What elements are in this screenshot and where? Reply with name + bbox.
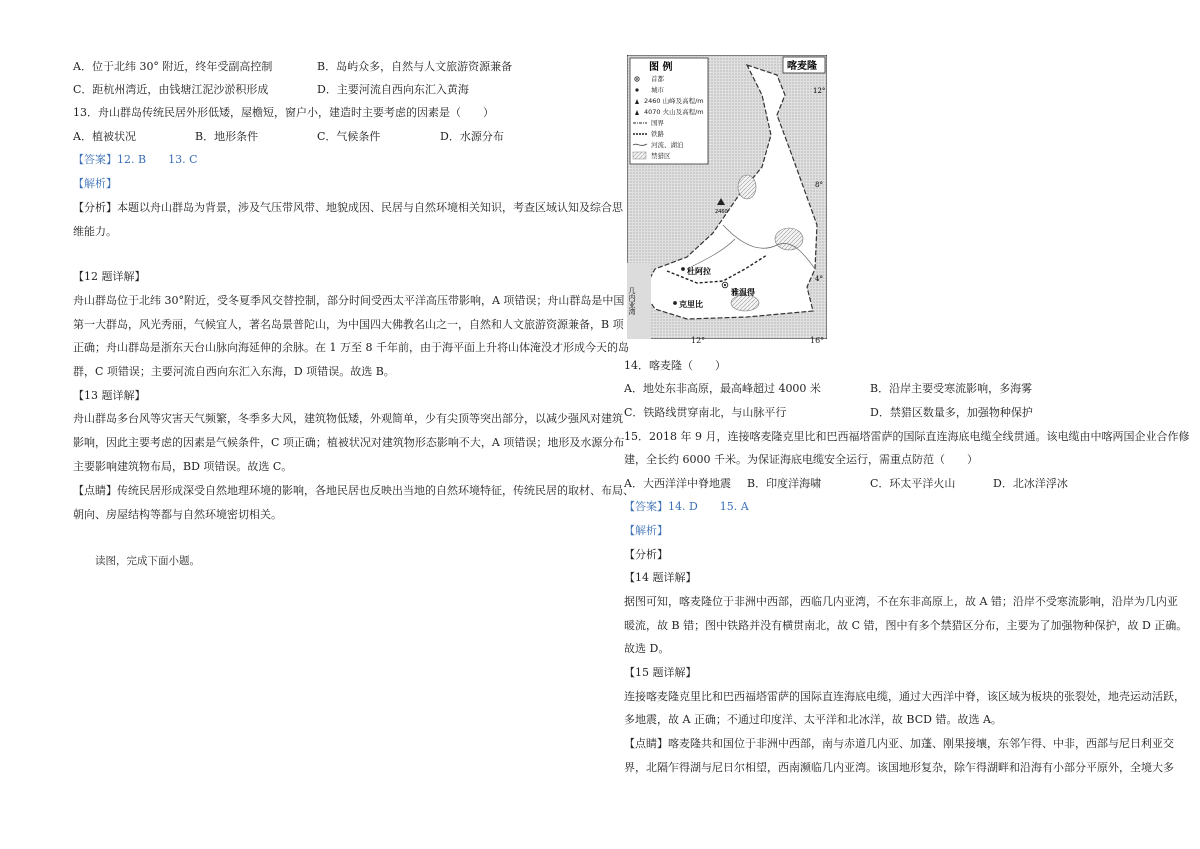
q12-detail-heading: 【12 题详解】: [73, 270, 146, 283]
cameroon-map: [627, 55, 827, 339]
q15-detail-heading: 【15 题详解】: [624, 666, 697, 679]
lon-label-16: 16°: [810, 336, 825, 345]
q15-detail-line1: 连接喀麦隆克里比和巴西福塔雷萨的国际直连海底电缆，通过大西洋中脊，该区域为板块的张裂处，地壳运动活跃，: [624, 690, 1185, 703]
q13-option-c: C．气候条件: [317, 130, 381, 143]
q14-option-c: C．铁路线贯穿南北，与山脉平行: [624, 406, 787, 419]
q14-detail-line2: 暖流，故 B 错；图中铁路并没有横贯南北，故 C 错，图中有多个禁猎区分布，主要为了加强物种保护，故 D 正确。: [624, 619, 1188, 632]
key-point-right-line1: 【点睛】喀麦隆共和国位于非洲中西部，南与赤道几内亚、加蓬、刚果接壤，东邻乍得、中非，西部与尼日利亚交: [624, 737, 1174, 750]
reserve-area: [731, 295, 759, 311]
legend-item-railway: 铁路: [651, 130, 664, 138]
q12-detail-line1: 舟山群岛位于北纬 30°附近，受冬夏季风交替控制，部分时间受西太平洋高压带影响，A 项错误；舟山群岛是中国: [73, 294, 625, 307]
city-icon: [635, 88, 638, 91]
q14-detail-line1: 据图可知，喀麦隆位于非洲中西部，西临几内亚湾，不在东非高原上，故 A 错；沿岸不受寒流影响，沿岸为几内亚: [624, 595, 1178, 608]
legend-title: 图 例: [649, 62, 673, 73]
sea-label: 几内亚湾: [628, 287, 636, 315]
city-douala: 杜阿拉: [687, 267, 711, 276]
reserve-icon: [633, 152, 646, 159]
analysis-heading-right: 【分析】: [624, 548, 668, 561]
lon-label-12: 12°: [691, 336, 706, 345]
q14-option-a: A．地处东非高原，最高峰超过 4000 米: [624, 382, 821, 395]
q13-stem: 13．舟山群岛传统民居外形低矮，屋檐短，窗户小，建造时主要考虑的因素是（ ）: [73, 106, 494, 119]
lat-label-12: 12°: [813, 87, 826, 95]
legend-item-city: 城市: [651, 86, 664, 94]
city-kribi: 克里比: [679, 300, 703, 309]
reserve-area: [738, 175, 756, 199]
read-map-instruction: 读图，完成下面小题。: [95, 555, 200, 567]
q14-stem: 14．喀麦隆（ ）: [624, 359, 726, 372]
q15-detail-line2: 多地震，故 A 正确；不通过印度洋、太平洋和北冰洋，故 BCD 错。故选 A。: [624, 713, 1002, 726]
q13-detail-heading: 【13 题详解】: [73, 389, 146, 402]
legend-item-capital: 首都: [651, 75, 664, 83]
q13-option-a: A．植被状况: [73, 130, 136, 143]
q13-option-b: B．地形条件: [195, 130, 259, 143]
city-marker: [681, 267, 685, 271]
analysis-label-right: 【解析】: [624, 524, 668, 537]
analysis-text-line1: 【分析】本题以舟山群岛为背景，涉及气压带风带、地貌成因、民居与自然环境相关知识，考查区域认知及综合思: [73, 201, 623, 214]
legend-item-reserve: 禁猎区: [651, 152, 671, 160]
legend-item-peak: 2460 山峰及高程/m: [644, 97, 704, 105]
q15-stem-line1: 15．2018 年 9 月，连接喀麦隆克里比和巴西福塔雷萨的国际直连海底电缆全线贯通。该电缆由中喀两国企业合作修: [624, 430, 1190, 443]
q15-option-c: C．环太平洋火山: [870, 477, 956, 490]
q12-option-c: C．距杭州湾近，由钱塘江泥沙淤积形成: [73, 83, 269, 96]
key-point-line1: 【点睛】传统民居形成深受自然地理环境的影响，各地民居也反映出当地的自然环境特征，传统民居的取材、布局、: [73, 484, 634, 497]
answer-12-13: 【答案】12. B 13. C: [73, 153, 198, 166]
lat-label-8: 8°: [815, 181, 823, 189]
q12-detail-line3: 正确；舟山群岛是浙东天台山脉向海延伸的余脉。在 1 万至 8 千年前，由于海平面上升将山体淹没才形成今天的岛: [73, 341, 629, 354]
q13-detail-line2: 影响，因此主要考虑的因素是气候条件，C 项正确；植被状况对建筑物形态影响不大，A 项错误；地形及水源分布: [73, 436, 625, 449]
q13-detail-line3: 主要影响建筑物布局，BD 项错误。故选 C。: [73, 460, 293, 473]
q12-option-d: D．主要河流自西向东汇入黄海: [317, 83, 469, 96]
legend-item-river: 河流、湖泊: [651, 141, 684, 149]
q15-option-a: A．大西洋洋中脊地震: [624, 477, 731, 490]
q12-option-b: B．岛屿众多，自然与人文旅游资源兼备: [317, 60, 513, 73]
analysis-text-line2: 维能力。: [73, 225, 117, 238]
q13-detail-line1: 舟山群岛多台风等灾害天气频繁，冬季多大风，建筑物低矮，外观简单，少有尖顶等突出部分，以减少强风对建筑: [73, 412, 623, 425]
q15-stem-line2: 建，全长约 6000 千米。为保证海底电缆安全运行，需重点防范（ ）: [624, 453, 978, 466]
q13-option-d: D．水源分布: [440, 130, 504, 143]
map-title: 喀麦隆: [787, 61, 817, 72]
q14-option-b: B．沿岸主要受寒流影响，多海雾: [870, 382, 1033, 395]
peak-elevation: 2460: [715, 209, 728, 215]
lat-label-4: 4°: [815, 275, 823, 283]
analysis-label: 【解析】: [73, 177, 117, 190]
q12-detail-line4: 群，C 项错误；主要河流自西向东汇入东海，D 项错误。故选 B。: [73, 365, 395, 378]
q14-detail-heading: 【14 题详解】: [624, 571, 697, 584]
q15-option-b: B．印度洋海啸: [747, 477, 822, 490]
key-point-right-line2: 界，北隔乍得湖与尼日尔相望，西南濒临几内亚湾。该国地形复杂，除乍得湖畔和沿海有小部分平原外，全境大多: [624, 761, 1174, 774]
q12-detail-line2: 第一大群岛，风光秀丽，气候宜人，著名岛景普陀山，为中国四大佛教名山之一，自然和人文旅游资源兼备，B 项: [73, 318, 624, 331]
reserve-area: [775, 228, 803, 250]
q12-option-a: A．位于北纬 30° 附近，终年受副高控制: [73, 60, 273, 73]
q15-option-d: D．北冰洋浮冰: [993, 477, 1068, 490]
q14-option-d: D．禁猎区数量多，加强物种保护: [870, 406, 1033, 419]
city-marker: [673, 301, 677, 305]
legend-item-volcano: 4070 火山及高程/m: [644, 108, 704, 116]
key-point-line2: 朝向、房屋结构等都与自然环境密切相关。: [73, 508, 282, 521]
answer-14-15: 【答案】14. D 15. A: [624, 500, 749, 513]
q14-detail-line3: 故选 D。: [624, 642, 670, 655]
legend-item-border: 国界: [651, 119, 664, 127]
city-yaounde: 雅温得: [731, 288, 755, 297]
